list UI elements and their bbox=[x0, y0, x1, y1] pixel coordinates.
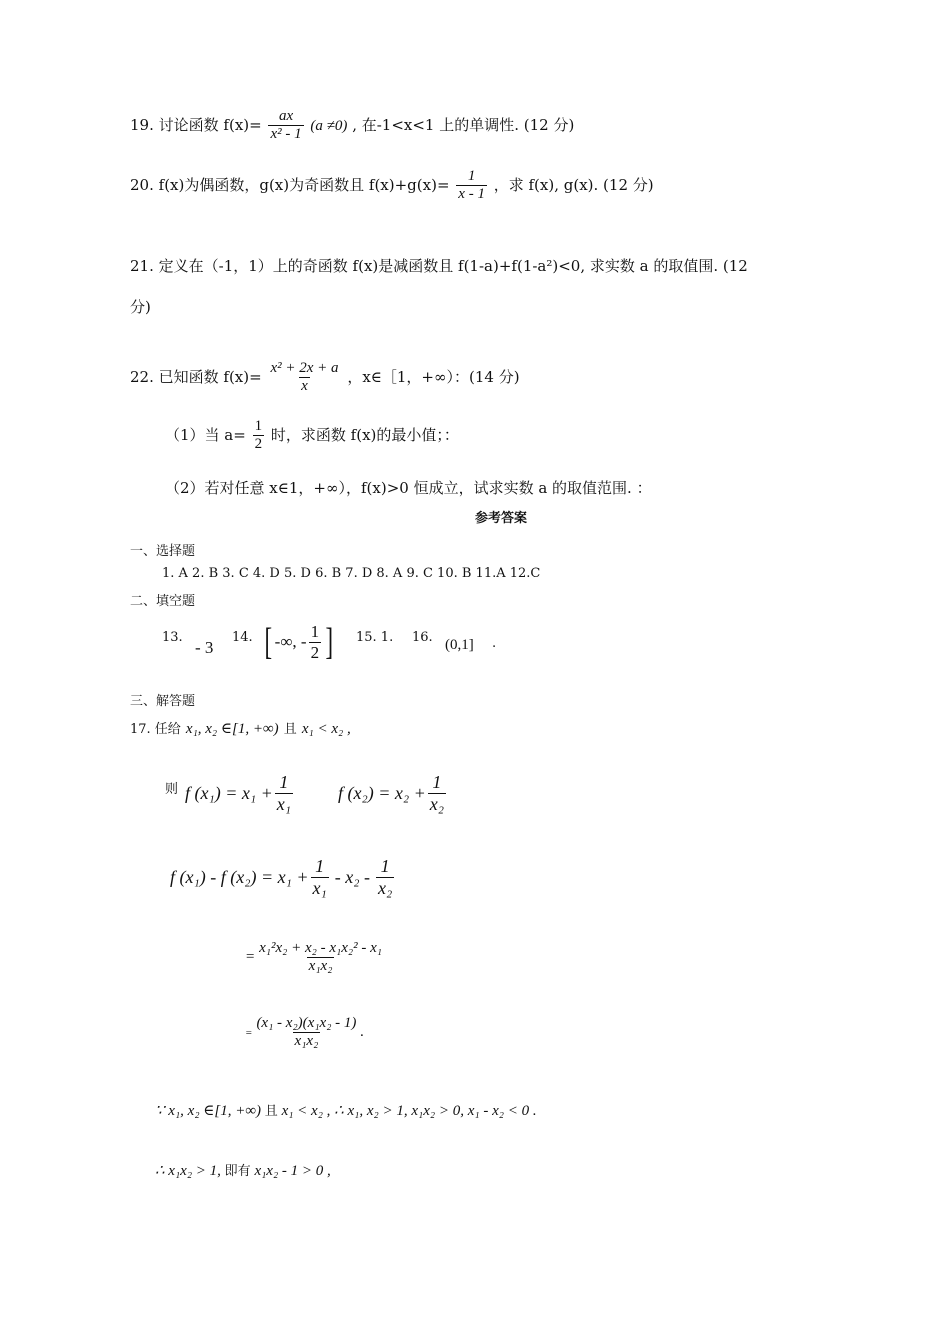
question-21-line2: 分) bbox=[130, 298, 151, 316]
q22-p1-tail: 时，求函数 f(x)的最小值；： bbox=[270, 425, 459, 444]
q19-condition: (a ≠0) bbox=[310, 117, 348, 134]
solution-17-line1 bbox=[130, 718, 351, 738]
f-x2-numerator: 1 bbox=[432, 772, 442, 792]
f-x2-denominator: x₂ bbox=[429, 793, 445, 814]
f-x1-denominator: x₁ bbox=[276, 793, 292, 814]
q19-fraction bbox=[268, 108, 303, 144]
q20-tail: ，求 f(x), g(x). (12 分) bbox=[493, 175, 654, 194]
q19-denominator: x² - 1 bbox=[270, 126, 302, 143]
because-lead: ∵ x₁, x₂ ∈[1, +∞) bbox=[155, 1103, 262, 1119]
fill-end: . bbox=[492, 636, 497, 651]
therefore-lead: ∴ x₁x₂ > 1, bbox=[155, 1163, 221, 1179]
f-x1-lead: f (x₁) = x₁ + bbox=[185, 782, 273, 803]
fill-14-denominator: 2 bbox=[310, 642, 320, 662]
question-20 bbox=[130, 168, 654, 204]
q22-p1-lead: （1）当 a= bbox=[165, 425, 246, 444]
left-bracket: [ bbox=[264, 621, 273, 664]
therefore-jy: 即有 bbox=[224, 1163, 251, 1178]
because-qie: 且 bbox=[264, 1103, 278, 1118]
f-x1-expr bbox=[185, 772, 295, 814]
f-x2-expr bbox=[338, 772, 448, 814]
eq2-numerator: x₁²x₂ + x₂ - x₁x₂² - x₁ bbox=[259, 940, 382, 956]
fill-16-value: (0,1] bbox=[445, 637, 474, 653]
s17-lead: 17. 任给 bbox=[130, 722, 181, 737]
q22-denominator: x bbox=[301, 378, 308, 395]
ze-label: 则 bbox=[165, 782, 179, 797]
q22-p1-denominator: 2 bbox=[254, 436, 263, 453]
q22-tail: ，x∈［1，+∞）：(14 分) bbox=[347, 367, 520, 386]
diff-lead: f (x₁) - f (x₂) = x₁ + bbox=[170, 866, 309, 887]
diff-fraction-1 bbox=[311, 856, 329, 898]
f-x2-lead: f (x₂) = x₂ + bbox=[338, 782, 426, 803]
therefore-line bbox=[155, 1160, 331, 1180]
question-21-line1: 21. 定义在（-1，1）上的奇函数 f(x)是减函数且 f(1-a)+f(1-a²)<0, 求实数 a 的取值围. (12 bbox=[130, 257, 748, 275]
f-x1-numerator: 1 bbox=[279, 772, 289, 792]
therefore-tail: x₁x₂ - 1 > 0 , bbox=[254, 1163, 331, 1179]
eq3-denominator: x₁x₂ bbox=[294, 1033, 319, 1050]
eq2-fraction bbox=[257, 940, 384, 976]
eq3-fraction bbox=[254, 1015, 358, 1051]
section-choice-heading: 一、选择题 bbox=[130, 544, 196, 559]
question-22 bbox=[130, 360, 520, 396]
question-22-part2: （2）若对任意 x∈1，+∞），f(x)>0 恒成立，试求实数 a 的取值范围. ： bbox=[165, 479, 652, 497]
fill-14-fraction bbox=[309, 622, 322, 662]
fill-15: 15. 1. bbox=[356, 630, 394, 645]
q22-numerator: x² + 2x + a bbox=[270, 360, 339, 376]
s17-qie: 且 bbox=[283, 722, 297, 737]
right-bracket: ] bbox=[325, 621, 334, 664]
because-line bbox=[155, 1100, 537, 1120]
fill-13-value: - 3 bbox=[195, 638, 214, 657]
q20-lead: f(x)为偶函数，g(x)为奇函数且 f(x)+g(x)= bbox=[158, 175, 450, 194]
eq2-equals: = bbox=[245, 949, 256, 966]
q19-number: 19. bbox=[130, 115, 154, 134]
fill-14-value: -∞, - bbox=[274, 632, 307, 652]
q19-lead: 讨论函数 f(x)= bbox=[158, 115, 262, 134]
answers-heading: 参考答案 bbox=[475, 511, 528, 526]
question-19 bbox=[130, 108, 574, 144]
f-x2-fraction bbox=[428, 772, 446, 814]
fill-14-expr bbox=[262, 622, 336, 662]
diff-f1-denominator: x₁ bbox=[312, 877, 327, 898]
eq2-denominator: x₁x₂ bbox=[308, 958, 333, 975]
q22-p1-fraction bbox=[253, 418, 265, 454]
s17-ineq: x₁ < x₂ , bbox=[301, 721, 351, 737]
fill-13-label: 13. bbox=[162, 630, 183, 645]
q22-lead: 22. 已知函数 f(x)= bbox=[130, 367, 262, 386]
eq3-period: . bbox=[360, 1024, 365, 1041]
eq3-numerator: (x₁ - x₂)(x₁x₂ - 1) bbox=[256, 1015, 357, 1031]
fill-14-numerator: 1 bbox=[310, 622, 320, 641]
diff-f1-numerator: 1 bbox=[315, 856, 325, 876]
diff-f2-denominator: x₂ bbox=[378, 877, 393, 898]
q20-number: 20. bbox=[130, 175, 154, 194]
equation-step-3 bbox=[245, 1015, 364, 1051]
eq3-equals: = bbox=[245, 1026, 253, 1039]
q20-denominator: x - 1 bbox=[458, 186, 485, 203]
because-tail: x₁ < x₂ , ∴ x₁, x₂ > 1, x₁x₂ > 0, x₁ - x₂ < 0 . bbox=[281, 1103, 537, 1119]
diff-f2-numerator: 1 bbox=[380, 856, 390, 876]
q22-fraction bbox=[268, 360, 340, 396]
q19-tail: , 在-1<x<1 上的单调性. (12 分) bbox=[352, 115, 575, 134]
q22-p1-numerator: 1 bbox=[254, 418, 263, 434]
difference-expr bbox=[170, 856, 396, 898]
question-22-part1 bbox=[165, 418, 459, 454]
equation-step-2 bbox=[245, 940, 386, 976]
fill-14-label: 14. bbox=[232, 630, 253, 645]
section-fill-heading: 二、填空题 bbox=[130, 594, 196, 609]
section-solution-heading: 三、解答题 bbox=[130, 694, 196, 709]
choice-answers: 1. A 2. B 3. C 4. D 5. D 6. B 7. D 8. A 9. C 10. B 11.A 12.C bbox=[162, 566, 541, 581]
q20-fraction bbox=[456, 168, 487, 204]
q20-numerator: 1 bbox=[467, 168, 476, 184]
q19-numerator: ax bbox=[278, 108, 294, 124]
f-x1-fraction bbox=[275, 772, 293, 814]
fill-16-label: 16. bbox=[412, 630, 433, 645]
s17-set: x₁, x₂ ∈[1, +∞) bbox=[185, 721, 279, 737]
diff-mid: - x₂ - bbox=[334, 866, 371, 887]
diff-fraction-2 bbox=[376, 856, 394, 898]
